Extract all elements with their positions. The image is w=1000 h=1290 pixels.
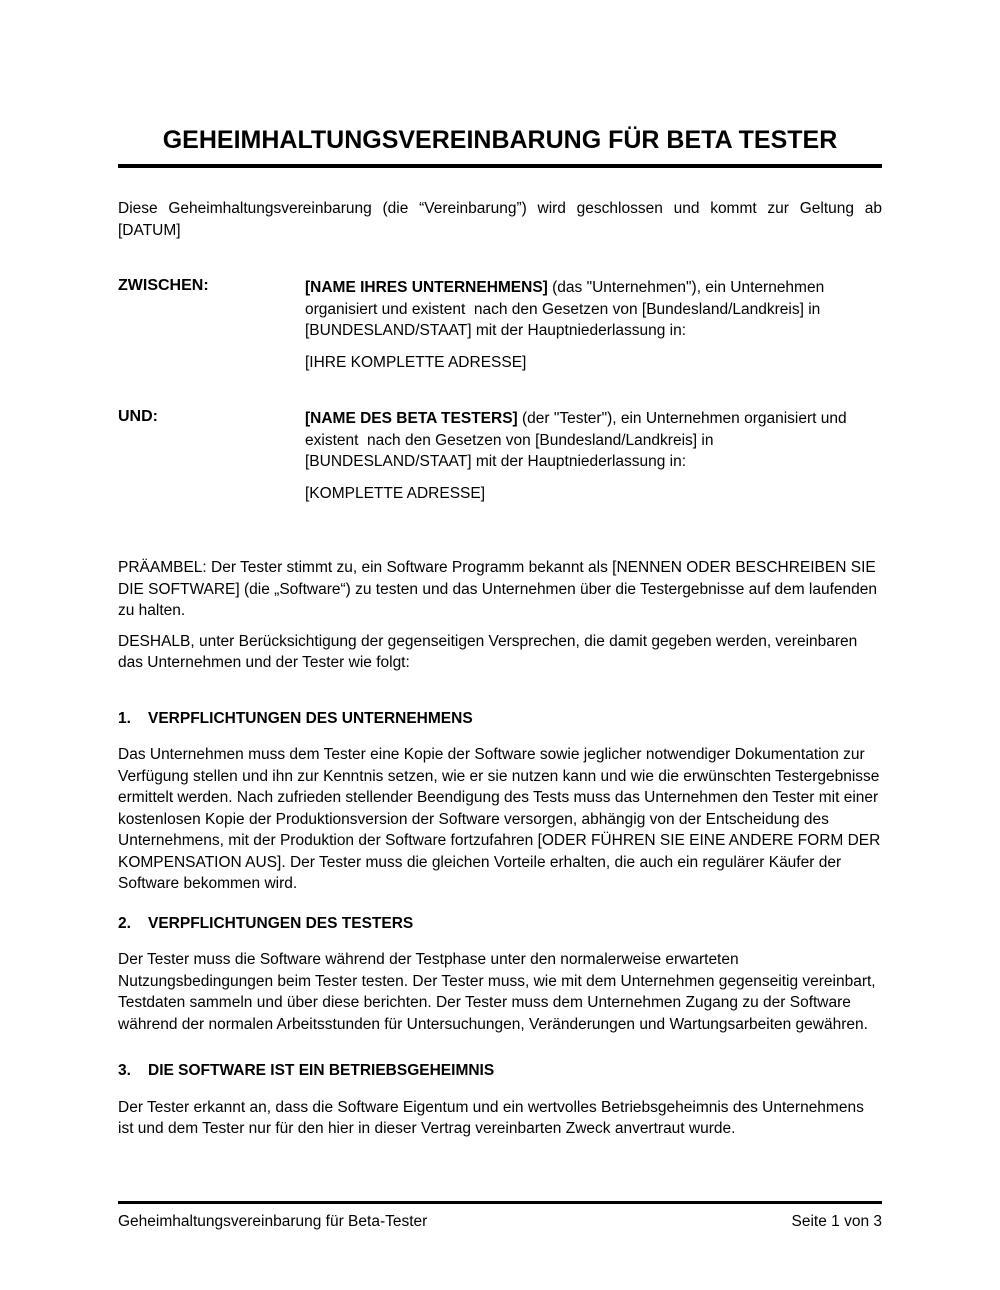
party-block-zwischen [118, 277, 882, 373]
party-details-und [305, 408, 882, 504]
section-1-number: 1. [118, 709, 131, 727]
preamble-paragraph: PRÄAMBEL: Der Tester stimmt zu, ein Software Programm bekannt als [NENNEN ODER BESCHREIBEN SIE DIE SOFTWARE] (die „Software“) zu testen und das Unternehmen über die Testergebnisse auf dem laufenden zu halten. [118, 559, 878, 619]
section-2 [118, 913, 882, 1036]
tester-name-placeholder: [NAME DES BETA TESTERS] [305, 410, 518, 427]
footer-document-name: Geheimhaltungsvereinbarung für Beta-Tester [118, 1213, 428, 1230]
party-description-zwischen [305, 277, 882, 342]
section-1 [118, 708, 882, 895]
section-3-body: Der Tester erkannt an, dass die Software Eigentum und ein wertvolles Betriebsgeheimnis des Unternehmens ist und dem Tester nur für den hier in dieser Vertrag vereinbarten Zweck anvertraut wurde. [118, 1098, 864, 1137]
tester-address-placeholder: [KOMPLETTE ADRESSE] [305, 484, 486, 502]
section-3-title: DIE SOFTWARE IST EIN BETRIEBSGEHEIMNIS [148, 1062, 495, 1079]
company-address-placeholder: [IHRE KOMPLETTE ADRESSE] [305, 353, 527, 371]
company-description-text: (das "Unternehmen"), ein Unternehmen organisiert und existent nach den Gesetzen von [Bundesland/Landkreis] in [BUNDESLAND/STAAT] mit der Hauptniederlassung in: [305, 279, 829, 339]
section-1-body: Das Unternehmen muss dem Tester eine Kopie der Software sowie jeglicher notwendiger Dokumentation zur Verfügung stellen und ihn zur Kenntnis setzen, wie er sie nutzen kann und wie die erwünschten Testergebnisse ermittelt werden. Nach zufrieden stellender Beendigung des Tests muss das Unternehmen den Tester mit einer kostenlosen Kopie der Produktionsversion der Software versorgen, abhängig von der Entscheidung des Unternehmens, mit der Produktion der Software fortzufahren [ODER FÜHREN SIE EINE ANDERE FORM DER KOMPENSATION AUS]. Der Tester muss die gleichen Vorteile erhalten, die auch ein regulärer Käufer der Software bekommen wird. [118, 746, 881, 892]
section-2-body: Der Tester muss die Software während der Testphase unter den normalerweise erwarteten Nutzungsbedingungen beim Tester testen. Der Tester muss, wie mit dem Unternehmen gegenseitig vereinbart, Testdaten sammeln und über diese berichten. Der Tester muss dem Unternehmen Zugang zu der Software während der normalen Arbeitsstunden für Untersuchungen, Veränderungen und Wartungsarbeiten gewähren. [118, 951, 876, 1033]
party-description-und [305, 408, 882, 473]
section-2-number: 2. [118, 914, 131, 932]
section-1-title: VERPFLICHTUNGEN DES UNTERNEHMENS [148, 709, 473, 727]
title-divider [118, 164, 882, 168]
section-3-heading [118, 1060, 882, 1082]
party-label-und: UND: [118, 408, 158, 425]
section-3-number: 3. [118, 1062, 131, 1079]
party-block-und [118, 408, 882, 504]
tester-description-text: (der "Tester"), ein Unternehmen organisiert und existent nach den Gesetzen von [Bundesland/Landkreis] in [BUNDESLAND/STAAT] mit der Hauptniederlassung in: [305, 410, 851, 470]
section-1-heading [118, 708, 882, 730]
intro-paragraph: Diese Geheimhaltungsvereinbarung (die “Vereinbarung”) wird geschlossen und kommt zur Geltung ab [DATUM] [118, 200, 882, 239]
footer-page-number: Seite 1 von 3 [791, 1213, 882, 1230]
therefore-paragraph: DESHALB, unter Berücksichtigung der gegenseitigen Versprechen, die damit gegeben werden, vereinbaren das Unternehmen und der Tester wie folgt: [118, 632, 858, 671]
document-title: GEHEIMHALTUNGSVEREINBARUNG FÜR BETA TESTER [162, 126, 838, 154]
party-details-zwischen [305, 277, 882, 373]
page-footer [118, 1201, 882, 1232]
section-2-heading [118, 913, 882, 935]
section-3 [118, 1060, 882, 1140]
section-2-title: VERPFLICHTUNGEN DES TESTERS [148, 914, 414, 932]
party-label-zwischen: ZWISCHEN: [118, 277, 209, 294]
company-name-placeholder: [NAME IHRES UNTERNEHMENS] [305, 279, 548, 296]
